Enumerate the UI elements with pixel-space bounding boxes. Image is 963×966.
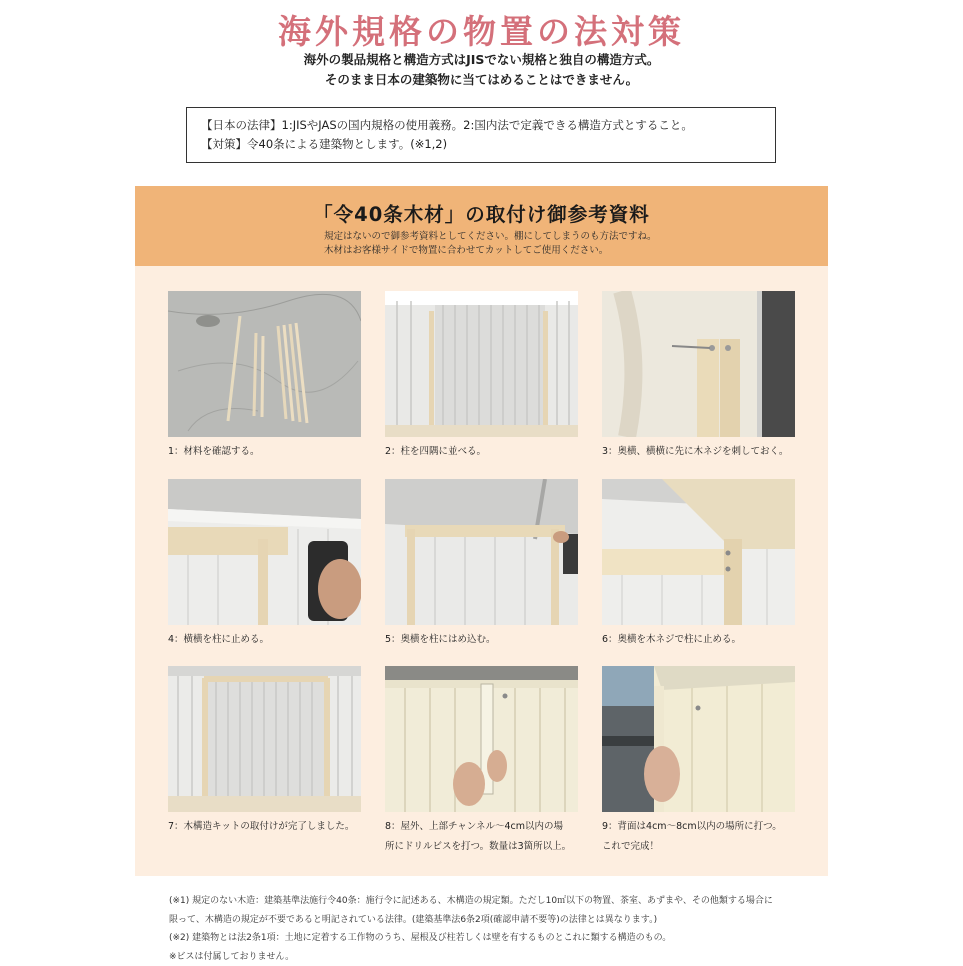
step-8-caption-line-2: 所にドリルビスを打つ。数量は3箇所以上。: [385, 837, 578, 857]
photo-fixing-side-beam: [168, 479, 361, 625]
panel-desc-line-1: 規定はないので御参考資料としてください。棚にしてしまうのも方法ですね。: [324, 230, 784, 244]
step-2-caption: 2：柱を四隅に並べる。: [385, 442, 578, 462]
step-1-caption: 1：材料を確認する。: [168, 442, 361, 462]
page-title: 海外規格の物置の法対策: [0, 6, 963, 53]
law-box-line-2: 【対策】令40条による建築物とします。(※1,2): [201, 135, 761, 154]
footnotes: [169, 892, 829, 966]
photo-kit-installed: [168, 666, 361, 812]
step-9: [602, 666, 795, 857]
step-9-caption-line-2: これで完成！: [602, 837, 795, 857]
photo-screwing-back-panel: [602, 666, 795, 812]
step-5: [385, 479, 578, 650]
step-8-caption: [385, 817, 578, 857]
footnote-2: (※2) 建築物とは法2条1項：土地に定着する工作物のうち、屋根及び柱若しくは壁を有するものとこれに類する構造のもの。: [169, 929, 829, 948]
step-9-caption: [602, 817, 795, 857]
photo-posts-in-corners: [385, 291, 578, 437]
photo-screws-prepared: [602, 291, 795, 437]
footnote-3: ※ビスは付属しておりません。: [169, 948, 829, 966]
page-subtitle: [0, 50, 963, 90]
reference-panel: [135, 186, 828, 876]
photo-inserting-back-beam: [385, 479, 578, 625]
step-3-caption: 3：奥横、横横に先に木ネジを刺しておく。: [602, 442, 795, 462]
step-7: [168, 666, 361, 837]
footnote-1-line-2: 限って、木構造の規定が不要であると明記されている法律。(建築基準法6条2項(確認申請不要等)の法律とは異なります。): [169, 911, 829, 930]
photo-drilling-top-channel: [385, 666, 578, 812]
panel-description: [324, 230, 784, 258]
step-8: [385, 666, 578, 857]
photo-materials-on-ground: [168, 291, 361, 437]
panel-title: 「令40条木材」の取付け御参考資料: [135, 199, 828, 227]
panel-header: [135, 186, 828, 266]
step-1: [168, 291, 361, 462]
photo-screwing-back-beam: [602, 479, 795, 625]
step-4-caption: 4：横横を柱に止める。: [168, 630, 361, 650]
law-box: [186, 107, 776, 163]
step-4: [168, 479, 361, 650]
subtitle-line-1: 海外の製品規格と構造方式はJISでない規格と独自の構造方式。: [0, 50, 963, 70]
step-2: [385, 291, 578, 462]
step-8-caption-line-1: 8：屋外、上部チャンネル～4cm以内の場: [385, 817, 578, 837]
footnote-1-line-1: (※1) 規定のない木造：建築基準法施行令40条：施行令に記述ある、木構造の規定類。ただし10㎡以下の物置、茶室、あずまや、その他類する場合に: [169, 892, 829, 911]
step-6: [602, 479, 795, 650]
panel-desc-line-2: 木材はお客様サイドで物置に合わせてカットしてご使用ください。: [324, 244, 784, 258]
step-5-caption: 5：奥横を柱にはめ込む。: [385, 630, 578, 650]
subtitle-line-2: そのまま日本の建築物に当てはめることはできません。: [0, 70, 963, 90]
step-7-caption: 7：木構造キットの取付けが完了しました。: [168, 817, 361, 837]
step-9-caption-line-1: 9：背面は4cm～8cm以内の場所に打つ。: [602, 817, 795, 837]
law-box-line-1: 【日本の法律】1:JISやJASの国内規格の使用義務。2:国内法で定義できる構造方式とすること。: [201, 116, 761, 135]
step-6-caption: 6：奥横を木ネジで柱に止める。: [602, 630, 795, 650]
step-3: [602, 291, 795, 462]
